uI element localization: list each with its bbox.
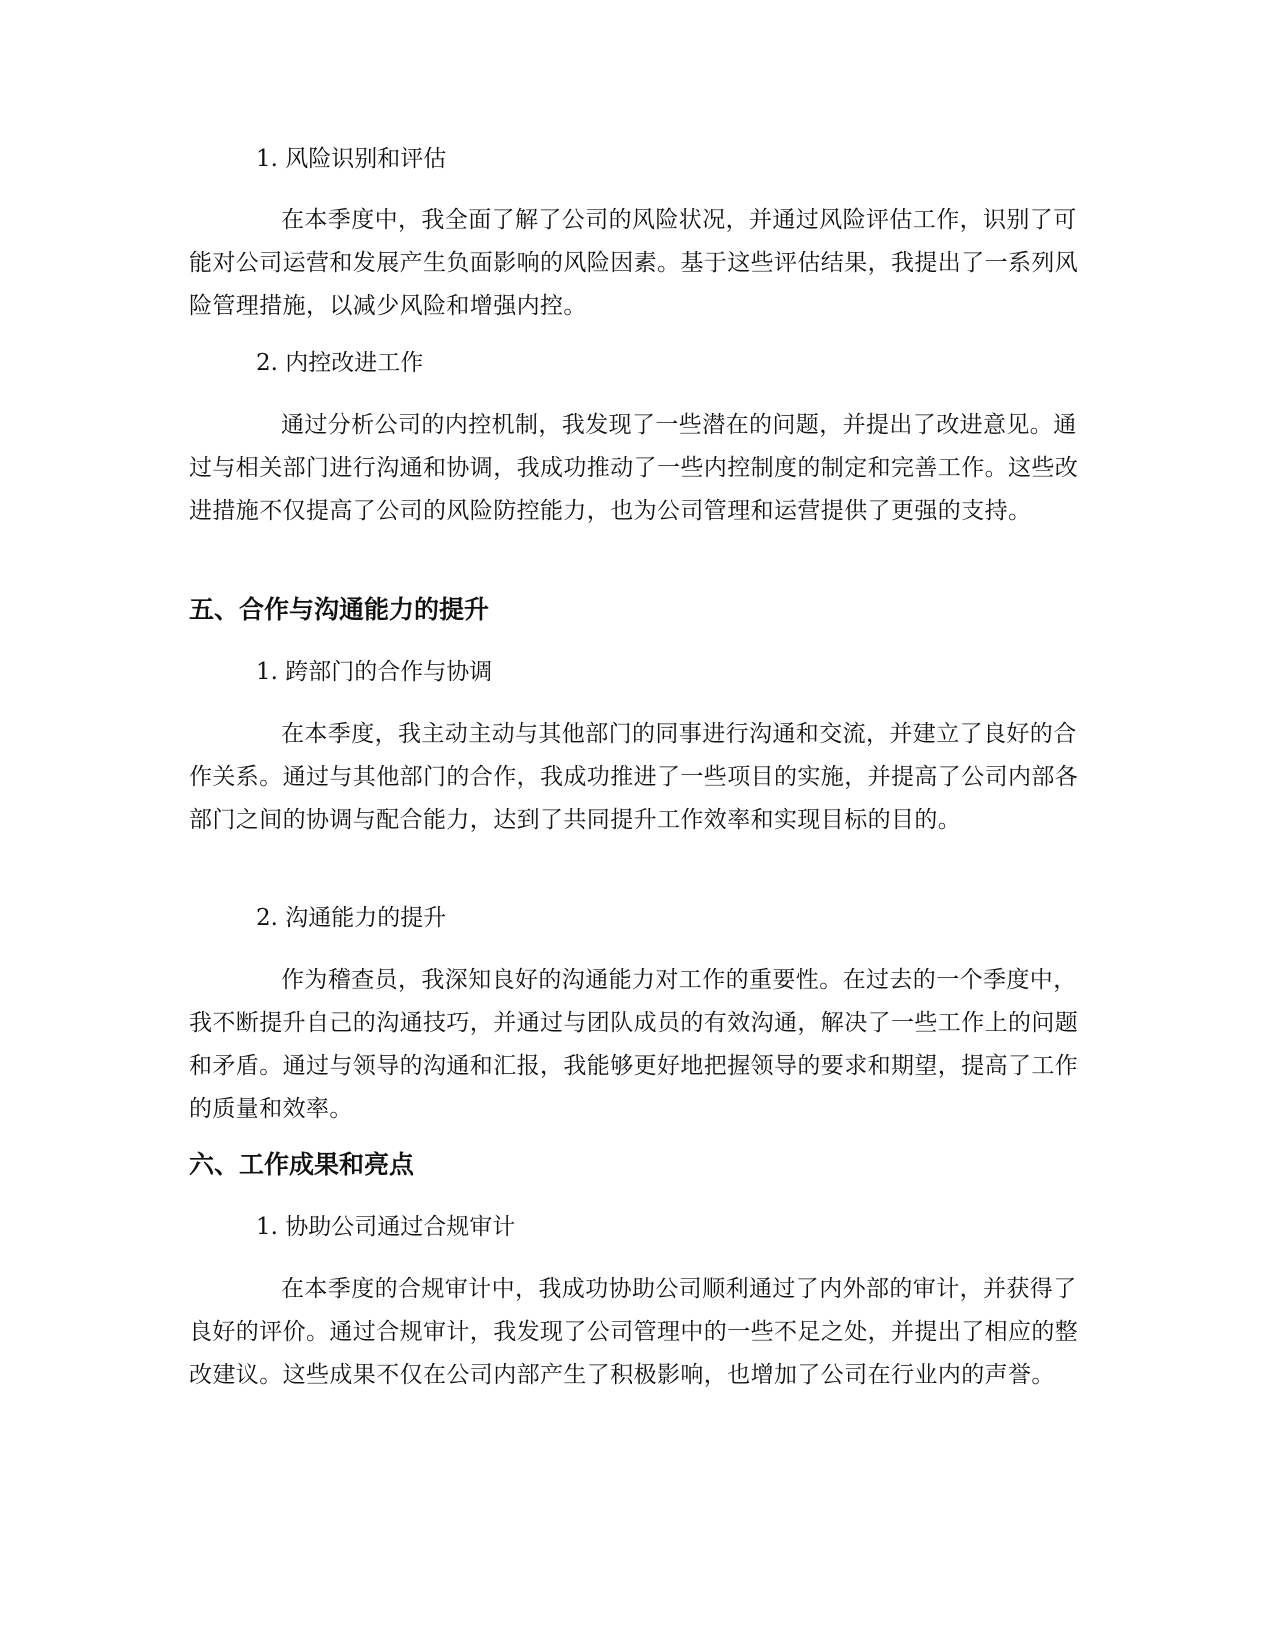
paragraph-compliance-audit: 在本季度的合规审计中，我成功协助公司顺利通过了内外部的审计，并获得了良好的评价。通过合规审计，我发现了公司管理中的一些不足之处，并提出了相应的整改建议。这些成果不仅在公司内部产生了积极影响，也增加了公司在行业内的声誉。 <box>189 1276 1079 1388</box>
list-item-compliance-audit: 1. 协助公司通过合规审计 <box>256 1214 516 1240</box>
list-item-risk-assessment: 1. 风险识别和评估 <box>256 146 447 172</box>
paragraph-risk-assessment: 在本季度中，我全面了解了公司的风险状况，并通过风险评估工作，识别了可能对公司运营和发展产生负面影响的风险因素。基于这些评估结果，我提出了一系列风险管理措施，以减少风险和增强内控。 <box>189 207 1079 319</box>
section-heading-achievements: 六、工作成果和亮点 <box>189 1150 415 1179</box>
list-item-internal-control: 2. 内控改进工作 <box>256 350 424 376</box>
paragraph-communication: 作为稽查员，我深知良好的沟通能力对工作的重要性。在过去的一个季度中，我不断提升自己的沟通技巧，并通过与团队成员的有效沟通，解决了一些工作上的问题和矛盾。通过与领导的沟通和汇报，我能够更好地把握领导的要求和期望，提高了工作的质量和效率。 <box>189 967 1079 1122</box>
section-heading-cooperation: 五、合作与沟通能力的提升 <box>189 595 490 624</box>
list-item-cross-department: 1. 跨部门的合作与协调 <box>256 659 493 685</box>
list-item-communication: 2. 沟通能力的提升 <box>256 905 447 931</box>
paragraph-cross-department: 在本季度，我主动主动与其他部门的同事进行沟通和交流，并建立了良好的合作关系。通过与其他部门的合作，我成功推进了一些项目的实施，并提高了公司内部各部门之间的协调与配合能力，达到了共同提升工作效率和实现目标的目的。 <box>189 721 1079 833</box>
paragraph-internal-control: 通过分析公司的内控机制，我发现了一些潜在的问题，并提出了改进意见。通过与相关部门进行沟通和协调，我成功推动了一些内控制度的制定和完善工作。这些改进措施不仅提高了公司的风险防控能力，也为公司管理和运营提供了更强的支持。 <box>189 412 1079 524</box>
